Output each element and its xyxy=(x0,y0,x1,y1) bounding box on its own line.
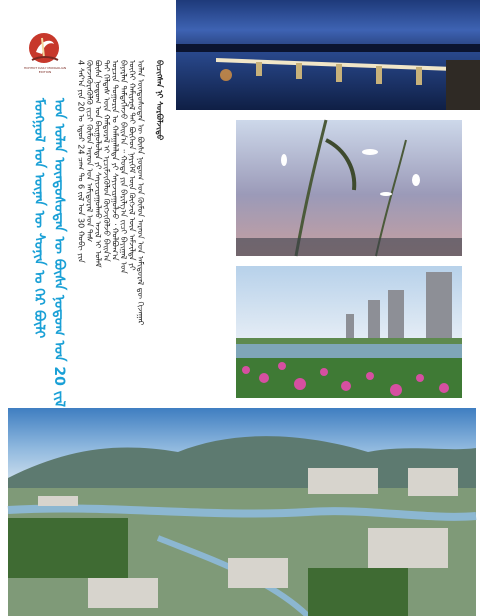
photo-aerial-city xyxy=(8,408,476,616)
article-body-line: ᠦᠭᠡᠢ ᠬᠠᠮᠢᠶᠠᠷᠠᠯ ᠲᠠᠢ ᠪᠥᠭᠡᠳ ᠨᠡᠶᠢᠭᠡᠮ ᠦᠨ ᠬᠥᠭᠵᠢᠯ ᠦᠨ ᠠᠮᠵᠢᠯᠲᠠ ᠶᠢ xyxy=(127,60,137,271)
photo-flowers-skyline xyxy=(236,266,462,398)
newspaper-logo xyxy=(22,30,68,82)
article-body-line: 4 ᠰᠠᠷ᠎ᠠ ᠶᠢᠨ 20 ᠤ ᠡᠳᠦᠷ 24 ᠴᠠᠭ ᠲᠤ 6 ᠵᠢᠯ ᠤᠨ 30 ᠬᠤᠪᠢ ᠶᠢᠨ xyxy=(76,60,86,263)
logo-emblem-icon xyxy=(22,30,68,66)
photo-night-bridge xyxy=(176,0,480,110)
article-body-line: ᠲᠡᠢ ᠬᠡᠯᠲᠡᠰ ᠦᠨ ᠬᠠᠮᠲᠤᠷᠠᠯ ᠢ ᠡᠷᠴᠢᠮᠵᠢᠭᠦᠯᠦᠨ ᠬᠥᠭᠵᠢᠭᠦᠯᠵᠦ ᠪᠠᠢᠨ᠎ᠠ xyxy=(102,60,111,262)
article-body-line: ᠭᠦᠨᠵᠡᠭᠦᠷᠡᠭᠦᠯᠬᠦ ᠵᠢᠴᠢ ᠬᠦᠮᠦᠨ ᠠᠷᠠᠳ ᠤᠨ ᠠᠮᠢᠳᠤᠷᠠᠯ ᠤᠨ ᠳᠡᠰ xyxy=(85,60,94,243)
photo-egrets xyxy=(236,120,462,256)
headline-line-2: ᠤᠨ ᠣᠯᠠᠨ ᠦᠨᠳᠦᠰᠦᠲᠡᠨ ᠦ ᠪᠦᠰᠡ ᠨᠤᠲᠤᠭ ᠤᠨ 20 ᠵᠢᠯ xyxy=(51,98,67,408)
headline-line-1: ᠮᠣᠩᠭᠣᠯ ᠤᠨ ᠦᠨᠡᠨ ᠦ ᠰᠣᠨᠢᠨ ᠤ ᠭᠡᠷ ᠪᠦᠯᠢ xyxy=(31,98,47,339)
byline: ᠪᠢᠴᠢᠭᠰᠡᠨ ᠨᠢ ᠰᠤᠷᠪᠤᠯᠵᠢᠲᠤ xyxy=(155,60,164,141)
article-body-line: ᠣᠯᠠᠨ ᠦᠨᠳᠦᠰᠦᠲᠡᠨ ᠦ ᠪᠦᠰᠡ ᠨᠤᠲᠤᠭ ᠤᠨ ᠬᠦᠮᠦᠨ ᠠᠷᠠᠳ ᠤᠨ ᠠᠮᠢᠳᠤᠷᠠᠯ ᠳᠦ ᠬᠢᠵᠠᠭᠠᠷ xyxy=(136,60,145,326)
logo-caption: HOHHOT DAILY MONGOLIAN EDITION xyxy=(23,66,67,74)
article-body-line: ᠪᠠᠶᠠᠷᠯᠠᠨ ᠲᠡᠮᠳᠡᠭᠯᠡᠵᠦ ᠪᠠᠢᠨ᠎ᠠ ᠃ ᠬᠣᠲᠠ ᠶᠢᠨ ᠪᠠᠷᠢᠯᠭ᠎ᠠ ᠵᠢᠴᠢ ᠪᠠᠶᠢᠭᠠᠯ ᠤᠨ xyxy=(119,60,128,274)
article-body-line: ᠣᠷᠴᠢᠨ ᠲᠣᠭᠣᠷᠢᠨ ᠤ ᠬᠠᠮᠠᠭᠠᠯᠠᠯᠲᠠ ᠶᠢ ᠰᠠᠶᠢᠵᠢᠷᠠᠭᠤᠯᠵᠤ ᠂ ᠬᠣᠯᠪᠣᠭ᠎ᠠ xyxy=(110,60,120,261)
article-body-line: ᠪᠦᠰᠡ ᠨᠤᠲᠤᠭ ᠤᠨ ᠪᠠᠢᠭᠤᠯᠤᠯᠲᠠ ᠶᠢ ᠰᠠᠶᠢᠵᠢᠷᠠᠭᠤᠯᠬᠤ ᠠᠵᠢᠯ ᠢ ᠤᠯᠠᠮ xyxy=(93,60,103,268)
